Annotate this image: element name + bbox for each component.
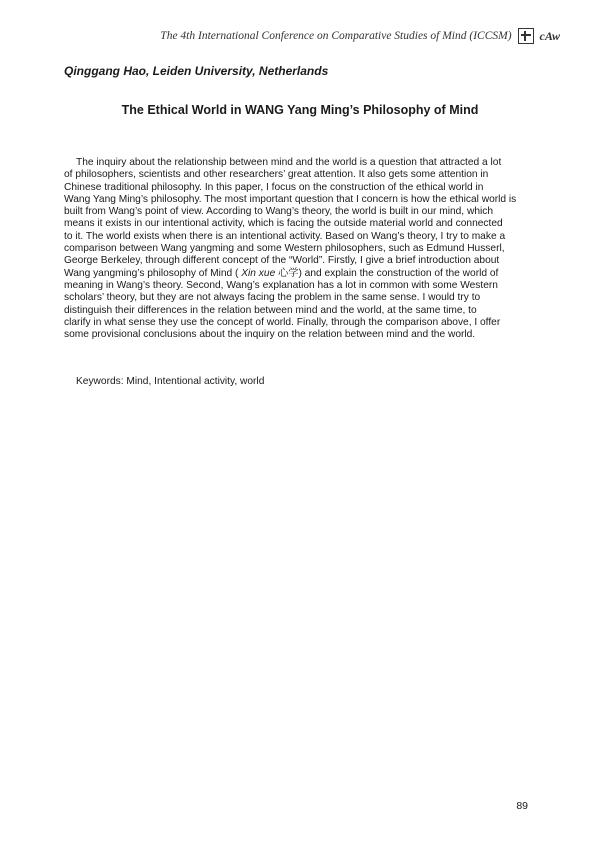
abstract-text: 心学) and explain the construction of the world of	[275, 267, 499, 279]
abstract-text: Wang yangming’s philosophy of Mind (	[64, 267, 242, 279]
abstract-line: George Berkeley, through different concept of the “World”. Firstly, I give a brief introduction about	[64, 255, 500, 267]
conference-seal-icon	[518, 28, 534, 44]
abstract-line: The inquiry about the relationship between mind and the world is a question that attracted a lot	[76, 157, 502, 168]
abstract-line: scholars’ theory, but they are not always facing the problem in the same sense. I would try to	[64, 292, 481, 304]
abstract	[64, 157, 540, 341]
abstract-line: clarify in what sense they use the concept of world. Finally, through the comparison above, I offer	[64, 316, 501, 328]
paper-title: The Ethical World in WANG Yang Ming’s Philosophy of Mind	[121, 103, 479, 117]
abstract-line: distinguish their differences in the relation between mind and the world, at the same time, to	[64, 304, 477, 316]
abstract-line: of philosophers, scientists and other researchers’ great attention. It also gets some attention in	[64, 169, 489, 181]
abstract-line: some provisional conclusions about the inquiry on the relation between mind and the world.	[64, 329, 476, 341]
abstract-line: Chinese traditional philosophy. In this paper, I focus on the construction of the ethical world in	[64, 181, 484, 193]
abstract-line: to it. The world exists when there is an intentional activity. Based on Wang’s theory, I try to make a	[64, 230, 506, 242]
abstract-line: comparison between Wang yangming and some Western philosophers, such as Edmund Husserl,	[64, 243, 505, 255]
abstract-line-mixed	[64, 268, 540, 280]
xin-xue-term: Xin xue	[241, 267, 276, 279]
conference-name: The 4th International Conference on Comparative Studies of Mind (ICCSM)	[160, 30, 512, 42]
abstract-line: means it exists in our intentional activity, which is facing the outside material world and connected	[64, 218, 503, 230]
abstract-line: built from Wang’s point of view. According to Wang’s theory, the world is built in our mind, which	[64, 206, 494, 218]
page-number: 89	[516, 800, 528, 812]
author-line: Qinggang Hao, Leiden University, Netherlands	[64, 64, 329, 78]
abstract-line: meaning in Wang’s theory. Second, Wang’s explanation has a lot in common with some Western	[64, 279, 498, 291]
conference-logo: cAw	[539, 28, 560, 43]
abstract-line: Wang Yang Ming’s philosophy. The most important question that I concern is how the ethical world is	[64, 193, 517, 205]
keywords: Keywords: Mind, Intentional activity, world	[76, 376, 265, 387]
conference-header	[160, 28, 560, 44]
